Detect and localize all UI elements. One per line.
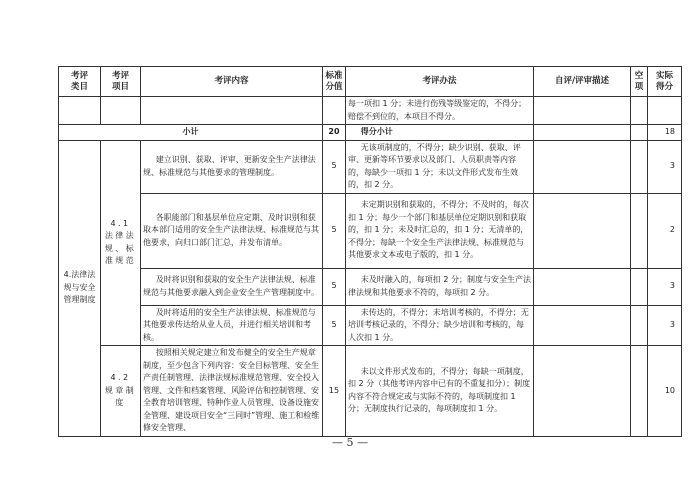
header-vacant: 空 项 [631, 67, 648, 97]
subtotal-standard: 20 [323, 125, 346, 141]
actual-score-cell: 10 [648, 346, 682, 437]
content-cell: 及时将适用的安全生产法律法规、标准规范与其他要求传达给从业人员，并进行相关培训和考核。 [141, 305, 323, 346]
subtotal-actual: 18 [648, 125, 682, 141]
header-row [59, 67, 682, 97]
method-cell: 未以文件形式发布的，不得分；每缺一项制度，扣 2 分（其他考评内容中已有的不重复扣分）；制度内容不符合规定或与实际不符的，每项制度扣 1 分；无制度执行记录的，每项制度扣 1 分。 [346, 346, 534, 437]
method-cell: 无该项制度的，不得分；缺少识别、获取、评审、更新等环节要求以及部门、人员职责等内容的，每缺少一项扣 1 分；未以文件形式发布生效的，扣 2 分。 [346, 140, 534, 193]
subtotal-method-label: 得分小计 [346, 125, 534, 141]
standard-score-cell: 5 [323, 268, 346, 305]
subtotal-row [59, 125, 682, 141]
method-cell: 每一项扣 1 分；未进行伤残等级鉴定的，不得分；赔偿不到位的，本项目不得分。 [346, 97, 534, 125]
category-cell: 4.法律法规与安全管理制度 [59, 140, 101, 436]
item-cell-4-2: 4.2 规章制度 [101, 346, 141, 437]
table-row [59, 193, 682, 268]
actual-score-cell: 3 [648, 268, 682, 305]
actual-score-cell: 2 [648, 193, 682, 268]
header-method: 考评办法 [346, 67, 534, 97]
page-number: — 5 — [332, 436, 368, 449]
header-content: 考评内容 [141, 67, 323, 97]
method-cell: 未及时融入的，每项扣 2 分；制度与安全生产法律法规和其他要求不符的，每项扣 2 分。 [346, 268, 534, 305]
table-row-continued [59, 97, 682, 125]
evaluation-table [58, 66, 682, 437]
header-item: 考评 项目 [101, 67, 141, 97]
method-cell: 未定期识别和获取的，不得分；不及时的，每次扣 1 分；每少一个部门和基层单位定期识别和获取的，扣 1 分；未及时汇总的，扣 1 分；无清单的，不得分；每缺一个安全生产法律法规、标准规范与其他要求文本或电子版的，扣 1 分。 [346, 193, 534, 268]
content-cell: 各职能部门和基层单位应定期、及时识别和获取本部门适用的安全生产法律法规、标准规范与其他要求，向归口部门汇总，并发布清单。 [141, 193, 323, 268]
table-row [59, 140, 682, 193]
header-category: 考评 类目 [59, 67, 101, 97]
item-cell-4-1: 4.1 法律法规、标准规范 [101, 140, 141, 346]
subtotal-label: 小计 [59, 125, 323, 141]
table-row [59, 305, 682, 346]
actual-score-cell: 3 [648, 140, 682, 193]
standard-score-cell: 15 [323, 346, 346, 437]
method-cell: 未传达的，不得分；未培训考核的，不得分；无培训考核记录的，不得分；缺少培训和考核的，每人次扣 1 分。 [346, 305, 534, 346]
table-row [59, 346, 682, 437]
table-row [59, 268, 682, 305]
standard-score-cell: 5 [323, 305, 346, 346]
standard-score-cell: 5 [323, 193, 346, 268]
header-actual-score: 实际 得分 [648, 67, 682, 97]
content-cell: 及时将识别和获取的安全生产法律法规、标准规范与其他要求融入到企业安全生产管理制度中。 [141, 268, 323, 305]
actual-score-cell: 3 [648, 305, 682, 346]
header-standard-score: 标准 分值 [323, 67, 346, 97]
content-cell: 按照相关规定建立和发布健全的安全生产规章制度，至少包含下列内容：安全目标管理、安全生产责任制管理、法律法规标准规范管理、安全投入管理、文件和档案管理、风险评估和控制管理、安全教育培训管理、特种作业人员管理、设备设施安全管理、建设项目安全“三同时”管理、施工和检维修安全管理、 [141, 346, 323, 437]
header-self-eval: 自评/评审描述 [534, 67, 631, 97]
content-cell: 建立识别、获取、评审、更新安全生产法律法规、标准规范与其他要求的管理制度。 [141, 140, 323, 193]
standard-score-cell: 5 [323, 140, 346, 193]
